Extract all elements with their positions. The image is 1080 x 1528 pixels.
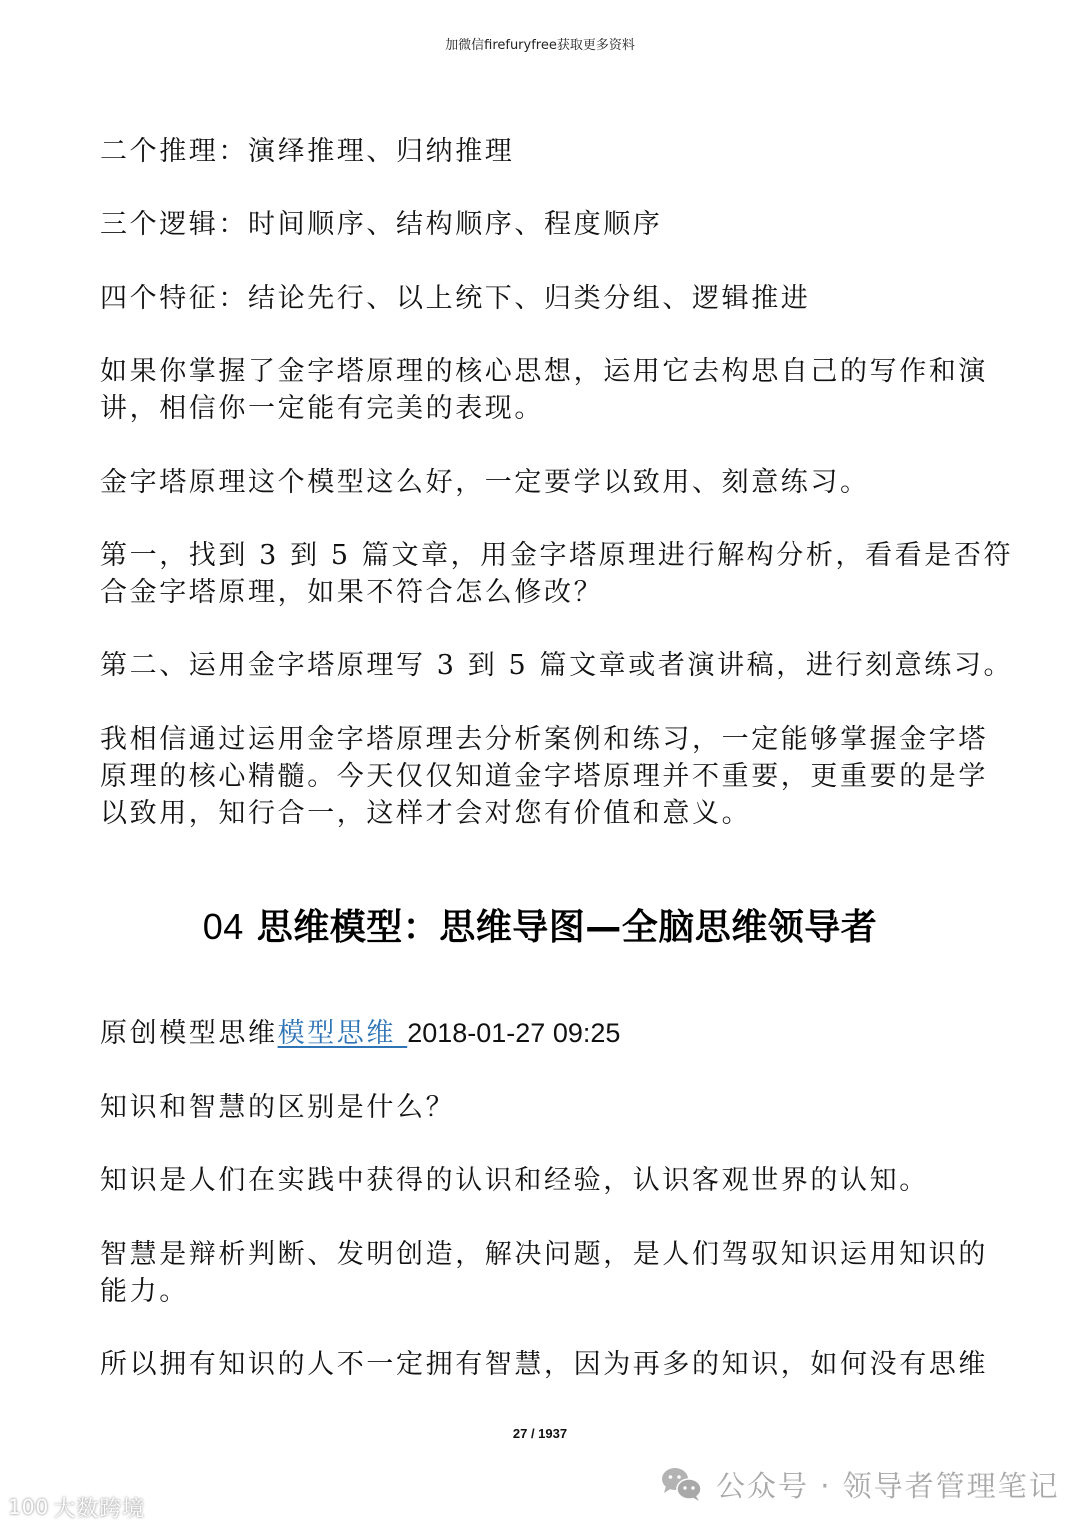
paragraph-knowledge-vs-wisdom: 所以拥有知识的人不一定拥有智慧，因为再多的知识，如何没有思维: [100, 1349, 988, 1380]
wechat-account-watermark: [660, 1462, 1060, 1506]
section-heading: [0, 902, 1080, 953]
paragraph-master-pyramid-line1: 如果你掌握了金字塔原理的核心思想，运用它去构思自己的写作和演: [100, 356, 988, 387]
paragraph-conclusion-line3: 以致用，知行合一，这样才会对您有价值和意义。: [100, 798, 752, 829]
page-header-note: 加微信firefuryfree获取更多资料: [445, 38, 635, 53]
paragraph-practice-intro: 金字塔原理这个模型这么好，一定要学以致用、刻意练习。: [100, 467, 870, 498]
article-meta-prefix: 原创模型思维: [100, 1018, 278, 1049]
paragraph-master-pyramid-line2: 讲，相信你一定能有完美的表现。: [100, 393, 544, 424]
paragraph-step-one-line2: 合金字塔原理，如果不符合怎么修改？: [100, 577, 604, 608]
wechat-icon: [660, 1466, 704, 1502]
wechat-account-name: 公众号 · 领导者管理笔记: [716, 1468, 1060, 1503]
paragraph-three-logics: 三个逻辑：时间顺序、结构顺序、程度顺序: [100, 209, 663, 240]
article-meta: [100, 1015, 985, 1052]
author-link[interactable]: 模型思维: [277, 1018, 408, 1049]
page-number: 27 / 1937: [512, 1426, 568, 1441]
section-title: 思维模型：思维导图—全脑思维领导者: [256, 907, 878, 948]
paragraph-step-one-line1: 第一，找到 3 到 5 篇文章，用金字塔原理进行解构分析，看看是否符: [100, 540, 1014, 571]
paragraph-question: 知识和智慧的区别是什么？: [100, 1092, 456, 1123]
paragraph-step-two: 第二、运用金字塔原理写 3 到 5 篇文章或者演讲稿，进行刻意练习。: [100, 650, 1014, 681]
paragraph-conclusion-line1: 我相信通过运用金字塔原理去分析案例和练习，一定能够掌握金字塔: [100, 724, 988, 755]
paragraph-conclusion-line2: 原理的核心精髓。今天仅仅知道金字塔原理并不重要，更重要的是学: [100, 761, 988, 792]
section-number: 04: [202, 906, 244, 947]
paragraph-two-reasonings: 二个推理：演绎推理、归纳推理: [100, 136, 515, 167]
paragraph-four-features: 四个特征：结论先行、以上统下、归类分组、逻辑推进: [100, 283, 811, 314]
paragraph-knowledge-definition: 知识是人们在实践中获得的认识和经验，认识客观世界的认知。: [100, 1165, 929, 1196]
brand-logo-icon: 100: [8, 1495, 50, 1519]
paragraph-wisdom-definition-line2: 能力。: [100, 1276, 189, 1307]
paragraph-wisdom-definition-line1: 智慧是辩析判断、发明创造，解决问题，是人们驾驭知识运用知识的: [100, 1239, 988, 1270]
article-datetime: 2018-01-27 09:25: [407, 1018, 621, 1048]
brand-watermark: [8, 1490, 145, 1524]
brand-name: 大数跨境: [53, 1496, 146, 1522]
